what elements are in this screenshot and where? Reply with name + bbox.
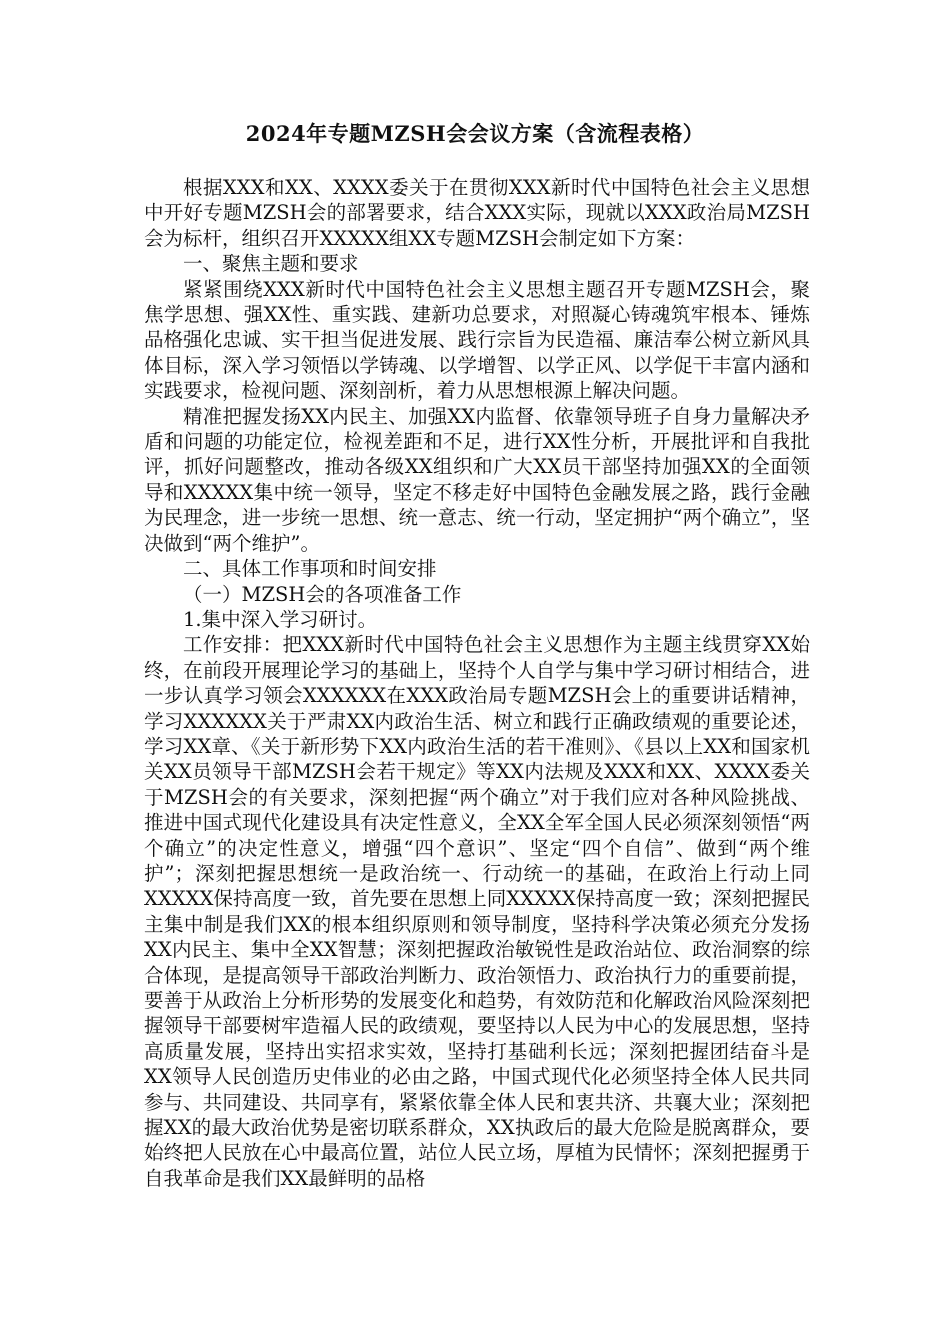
section-heading-1: 一、聚焦主题和要求 xyxy=(183,252,359,276)
body-paragraph: 工作安排：把XXX新时代中国特色社会主义思想作为主题主线贯穿XX始终，在前段开展理论学习的基础上，坚持个人自学与集中学习研讨相结合，进一步认真学习领会XXXXXX在XXX政治局专题MZSH会上的重要讲话精神，学习XXXXXX关于严肃XX内政治生活、树立和践行正确政绩观的重要论述，学习XX章、《关于新形势下XX内政治生活的若干准则》、《县以上XX和国家机关XX员领导干部MZSH会若干规定》等XX内法规及XXX和XX、XXXX委关于MZSH会的有关要求，深刻把握“两个确立”对于我们应对各种风险挑战、推进中国式现代化建设具有决定性意义，全XX全军全国人民必须深刻领悟“两个确立”的决定性意义，增强“四个意识”、坚定“四个自信”、做到“两个维护”；深刻把握思想统一是政治统一、行动统一的基础，在政治上行动上同XXXXX保持高度一致，首先要在思想上同XXXXX保持高度一致；深刻把握民主集中制是我们XX的根本组织原则和领导制度，坚持科学决策必须充分发扬XX内民主、集中全XX智慧；深刻把握政治敏锐性是政治站位、政治洞察的综合体现，是提高领导干部政治判断力、政治领悟力、政治执行力的重要前提，要善于从政治上分析形势的发展变化和趋势，有效防范和化解政治风险深刻把握领导干部要树牢造福人民的政绩观，要坚持以人民为中心的发展思想，坚持高质量发展，坚持出实招求实效，坚持打基础利长远；深刻把握团结奋斗是XX领导人民创造历史伟业的必由之路，中国式现代化必须坚持全体人民共同参与、共同建设、共同享有，紧紧依靠全体人民和衷共济、共襄大业；深刻把握XX的最大政治优势是密切联系群众，XX执政后的最大危险是脱离群众，要始终把人民放在心中最高位置，站位人民立场，厚植为民情怀；深刻把握勇于自我革命是我们XX最鲜明的品格 xyxy=(144,633,810,1190)
item-heading: 1.集中深入学习研讨。 xyxy=(183,607,378,631)
body-paragraph: 紧紧围绕XXX新时代中国特色社会主义思想主题召开专题MZSH会，聚焦学思想、强XX性、重实践、建新功总要求，对照凝心铸魂筑牢根本、锤炼品格强化忠诚、实干担当促进发展、践行宗旨为民造福、廉洁奉公树立新风具体目标，深入学习领悟以学铸魂、以学增智、以学正风、以学促干丰富内涵和实践要求，检视问题、深刻剖析，着力从思想根源上解决问题。 xyxy=(144,277,810,403)
document-body xyxy=(144,175,810,1191)
section-heading-2: 二、具体工作事项和时间安排 xyxy=(183,557,437,581)
intro-paragraph: 根据XXX和XX、XXXX委关于在贯彻XXX新时代中国特色社会主义思想中开好专题MZSH会的部署要求，结合XXX实际，现就以XXX政治局MZSH会为标杆，组织召开XXXXX组XX专题MZSH会制定如下方案： xyxy=(144,176,810,250)
subsection-heading: （一）MZSH会的各项准备工作 xyxy=(183,582,462,606)
body-paragraph: 精准把握发扬XX内民主、加强XX内监督、依靠领导班子自身力量解决矛盾和问题的功能定位，检视差距和不足，进行XX性分析，开展批评和自我批评，抓好问题整改，推动各级XX组织和广大XX员干部坚持加强XX的全面领导和XXXXX集中统一领导，坚定不移走好中国特色金融发展之路，践行金融为民理念，进一步统一思想、统一意志、统一行动，坚定拥护“两个确立”，坚决做到“两个维护”。 xyxy=(144,404,810,555)
document-title: 2024年专题MZSH会会议方案（含流程表格） xyxy=(245,121,705,146)
